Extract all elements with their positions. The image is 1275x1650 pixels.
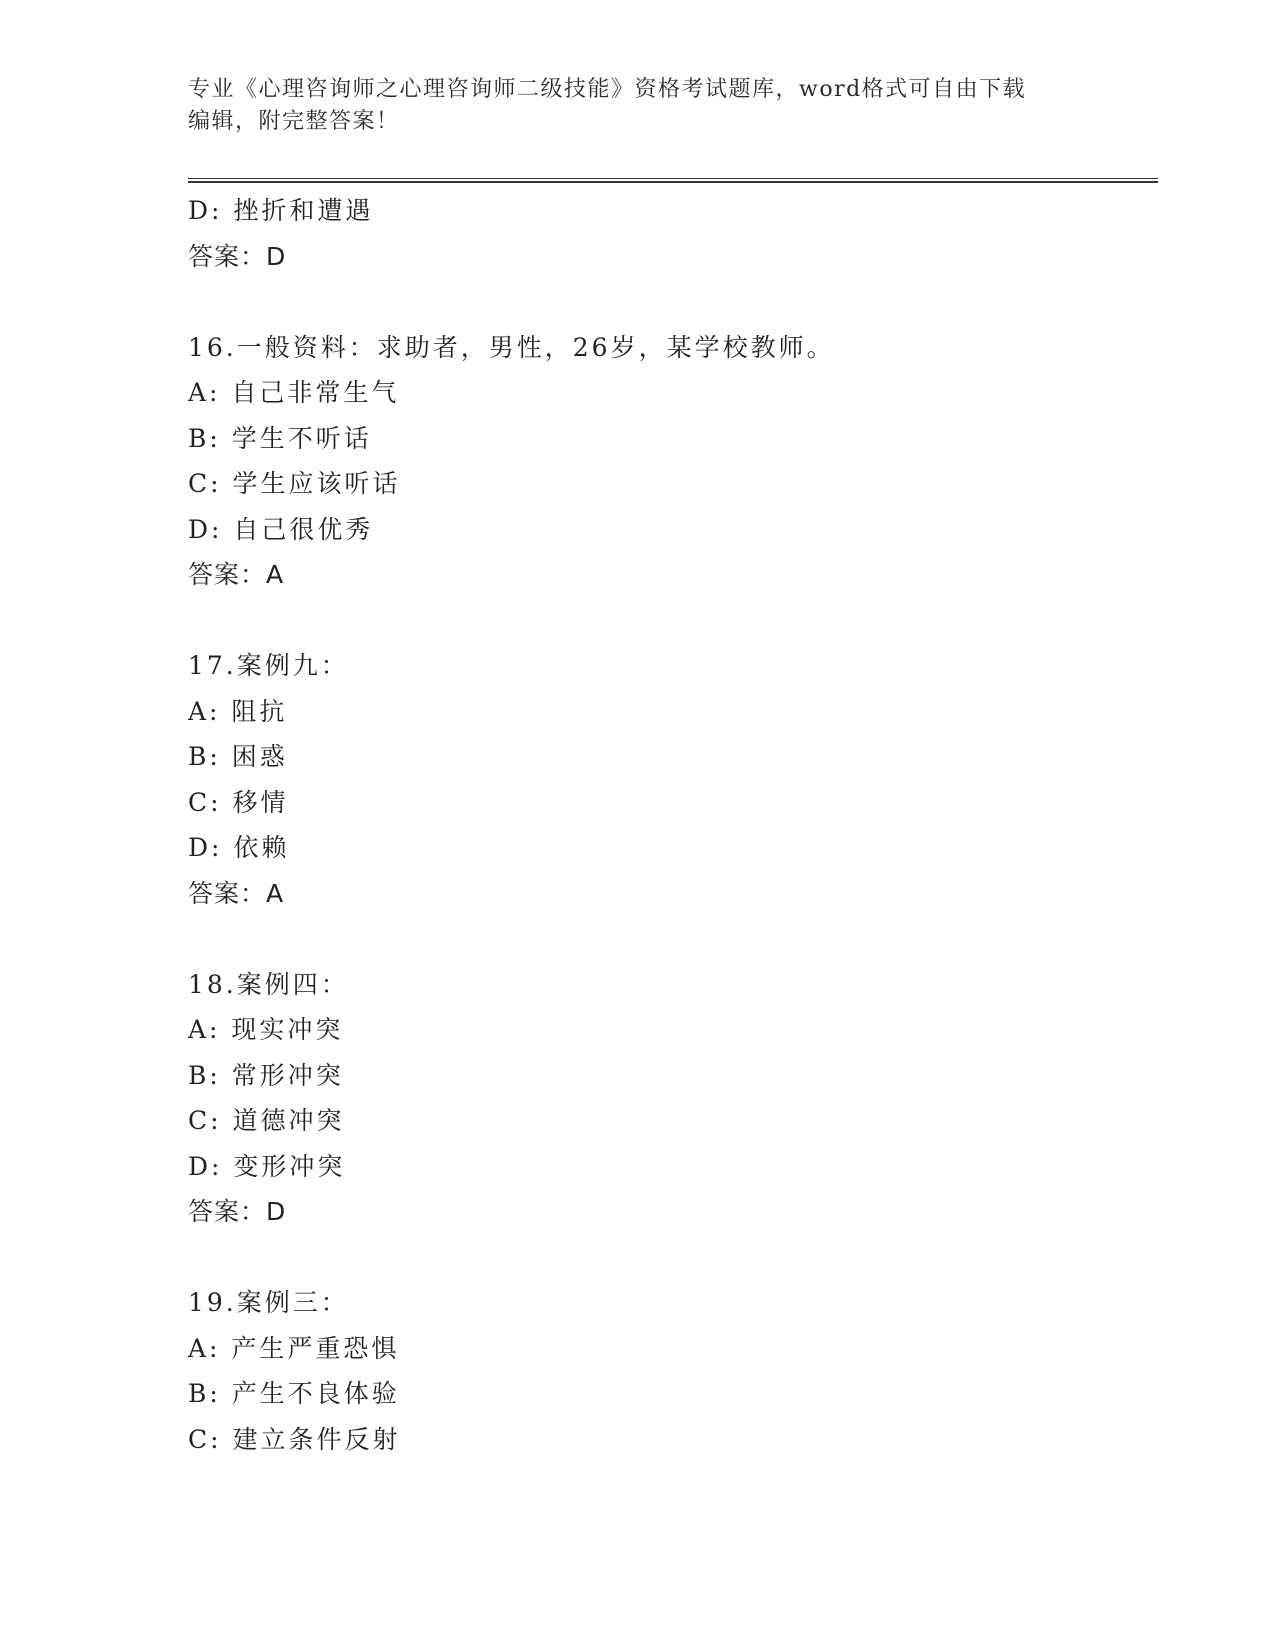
- q19-option-c: C: 建立条件反射: [188, 1424, 401, 1454]
- q17-stem: 17.案例九：: [188, 651, 349, 680]
- document-header: [188, 74, 1088, 138]
- q19-option-b: B: 产生不良体验: [188, 1379, 400, 1408]
- spacer: [188, 1235, 1158, 1281]
- q16-stem: 16.一般资料：求助者，男性，26岁，某学校教师。: [188, 332, 835, 362]
- header-divider: [188, 178, 1158, 183]
- q17-option-a: A: 阻抗: [188, 696, 288, 726]
- prev-answer: 答案：D: [188, 241, 287, 271]
- q19-stem: 19.案例三：: [188, 1288, 349, 1317]
- q16-answer: 答案：A: [188, 560, 285, 589]
- q18-option-b: B: 常形冲突: [188, 1060, 344, 1090]
- q18-stem: 18.案例四：: [188, 969, 349, 999]
- q19-option-a: A: 产生严重恐惧: [188, 1333, 400, 1363]
- spacer: [188, 598, 1158, 644]
- q17-option-b: B: 困惑: [188, 742, 288, 771]
- spacer: [188, 916, 1158, 962]
- q18-option-d: D: 变形冲突: [188, 1151, 346, 1181]
- prev-option-d: D: 挫折和遭遇: [188, 196, 374, 225]
- question-list: [188, 188, 1158, 1462]
- q18-option-a: A: 现实冲突: [188, 1015, 344, 1044]
- header-line-2: 编辑，附完整答案！: [188, 109, 400, 134]
- q18-answer: 答案：D: [188, 1197, 287, 1226]
- q16-option-a: A: 自己非常生气: [188, 378, 400, 407]
- spacer: [188, 279, 1158, 325]
- q17-answer: 答案：A: [188, 878, 285, 908]
- q16-option-d: D: 自己很优秀: [188, 514, 374, 544]
- header-line-1: 专业《心理咨询师之心理咨询师二级技能》资格考试题库，word格式可自由下载: [188, 77, 1027, 102]
- q16-option-b: B: 学生不听话: [188, 423, 372, 453]
- q17-option-d: D: 依赖: [188, 833, 290, 862]
- q16-option-c: C: 学生应该听话: [188, 469, 401, 498]
- q17-option-c: C: 移情: [188, 787, 289, 817]
- q18-option-c: C: 道德冲突: [188, 1106, 345, 1135]
